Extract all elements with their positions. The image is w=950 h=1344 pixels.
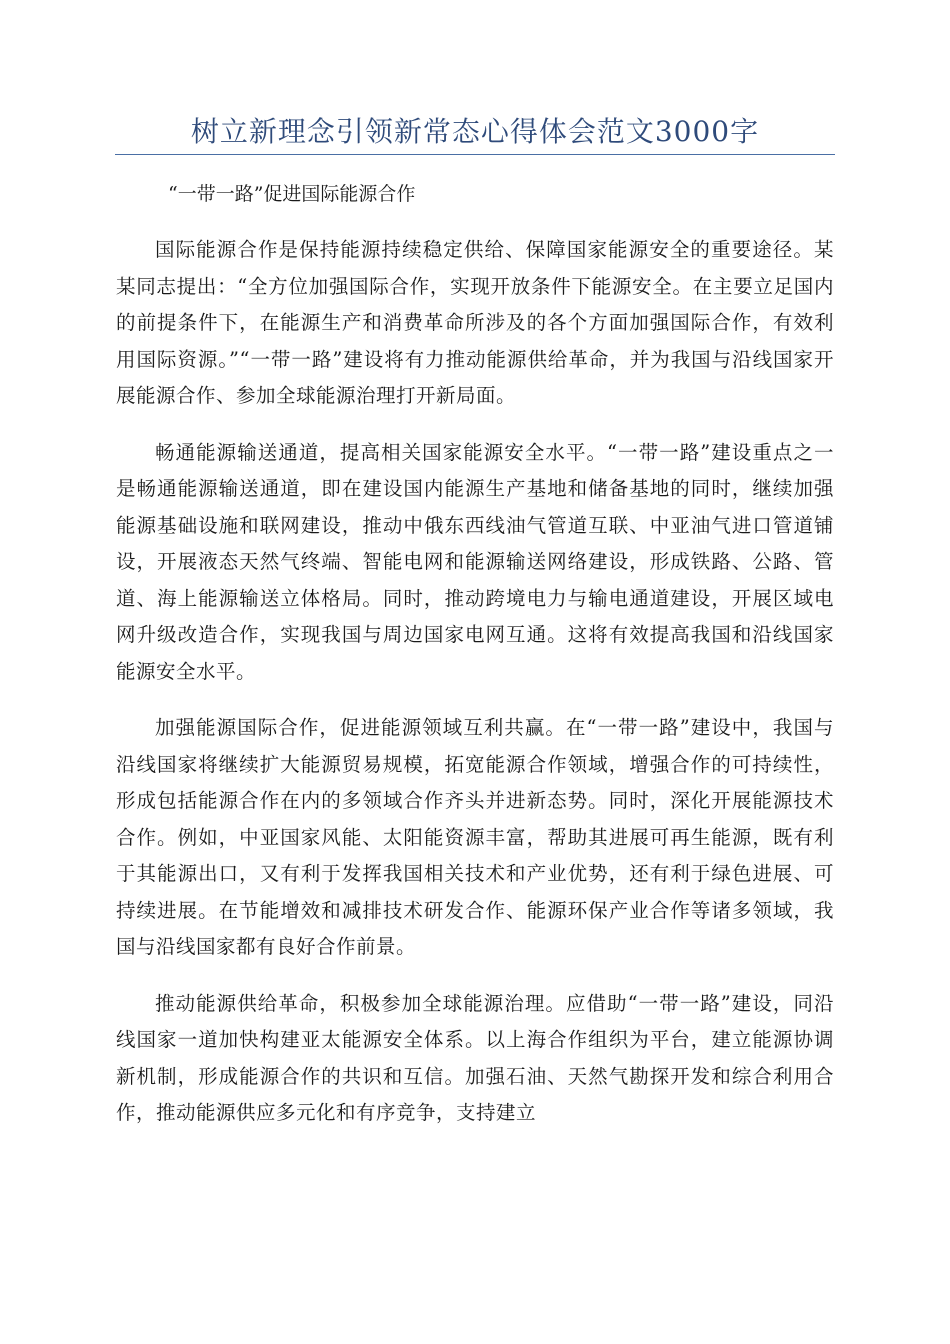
paragraph: 畅通能源输送通道，提高相关国家能源安全水平。“一带一路”建设重点之一是畅通能源输送通道，即在建设国内能源生产基地和储备基地的同时，继续加强能源基础设施和联网建设，推动中俄东西线油气管道互联、中亚油气进口管道铺设，开展液态天然气终端、智能电网和能源输送网络建设，形成铁路、公路、管道、海上能源输送立体格局。同时，推动跨境电力与输电通道建设，开展区域电网升级改造合作，实现我国与周边国家电网互通。这将有效提高我国和沿线国家能源安全水平。: [116, 440, 834, 683]
document-body: [116, 176, 834, 1152]
title-underline: [115, 154, 835, 155]
paragraph: 推动能源供给革命，积极参加全球能源治理。应借助“一带一路”建设，同沿线国家一道加快构建亚太能源安全体系。以上海合作组织为平台，建立能源协调新机制，形成能源合作的共识和互信。加强石油、天然气勘探开发和综合利用合作，推动能源供应多元化和有序竞争，支持建立: [116, 991, 834, 1124]
section-subheading: “一带一路”促进国际能源合作: [168, 183, 416, 205]
document-title: 树立新理念引领新常态心得体会范文3000字: [190, 115, 760, 148]
paragraph: 加强能源国际合作，促进能源领域互利共赢。在“一带一路”建设中，我国与沿线国家将继续扩大能源贸易规模，拓宽能源合作领域，增强合作的可持续性，形成包括能源合作在内的多领域合作齐头并进新态势。同时，深化开展能源技术合作。例如，中亚国家风能、太阳能资源丰富，帮助其进展可再生能源，既有利于其能源出口，又有利于发挥我国相关技术和产业优势，还有利于绿色进展、可持续进展。在节能增效和减排技术研发合作、能源环保产业合作等诸多领域，我国与沿线国家都有良好合作前景。: [116, 716, 834, 958]
paragraph: 国际能源合作是保持能源持续稳定供给、保障国家能源安全的重要途径。某某同志提出：“全方位加强国际合作，实现开放条件下能源安全。在主要立足国内的前提条件下，在能源生产和消费革命所涉及的各个方面加强国际合作，有效利用国际资源。”“一带一路”建设将有力推动能源供给革命，并为我国与沿线国家开展能源合作、参加全球能源治理打开新局面。: [116, 238, 834, 407]
